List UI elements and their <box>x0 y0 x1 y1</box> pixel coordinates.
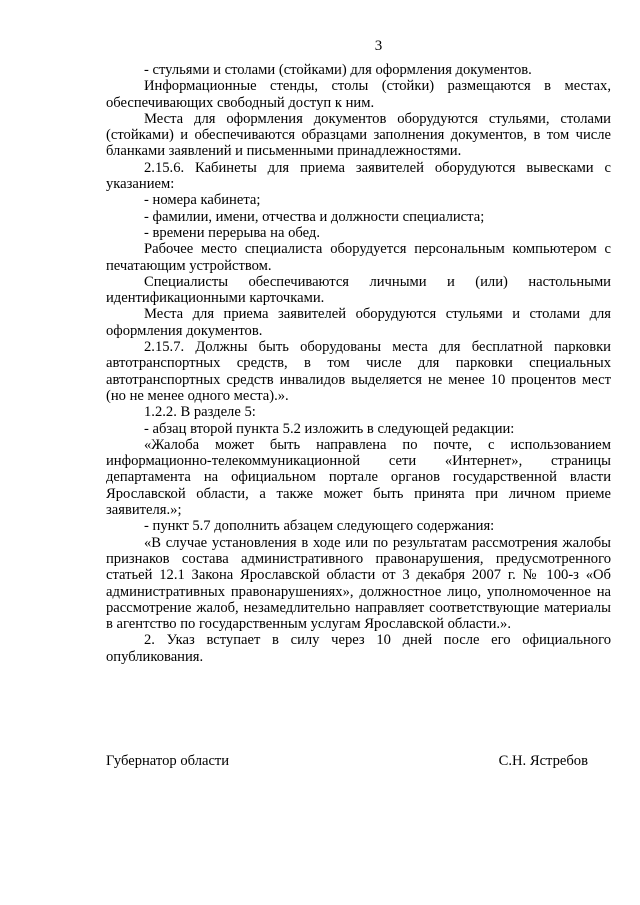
list-item-lunch-break: - времени перерыва на обед. <box>144 224 320 241</box>
signatory-position: Губернатор области <box>106 753 230 769</box>
paragraph-reception-places: Места для приема заявителей оборудуются стульями и столами для оформления документов. <box>106 306 611 339</box>
paragraph-5-7-intro: - пункт 5.7 дополнить абзацем следующего содержания: <box>144 518 495 535</box>
page-number: 3 <box>374 38 383 54</box>
paragraph-effective-date: 2. Указ вступает в силу через 10 дней после его официального опубликования. <box>106 632 611 665</box>
paragraph-info-stands: Информационные стенды, столы (стойки) размещаются в местах, обеспечивающих свободный доступ к ним. <box>106 78 611 111</box>
paragraph-complaint-quote: «Жалоба может быть направлена по почте, с использованием информационно-телекоммуникационной сети «Интернет», страницы департамента на официальном портале органов государственной власти Ярославской области, а также может быть принята при личном приеме заявителя.»; <box>106 436 611 519</box>
paragraph-1-2-2: 1.2.2. В разделе 5: <box>144 404 256 421</box>
paragraph-2-15-7: 2.15.7. Должны быть оборудованы места для бесплатной парковки автотранспортных средств, в том числе для парковки специальных автотранспортных средств инвалидов выделяется не менее 10 процентов мест (но не менее одного места).». <box>106 339 611 404</box>
paragraph-violation-quote: «В случае установления в ходе или по результатам рассмотрения жалобы признаков состава административного правонарушения, предусмотренного статьей 12.1 Закона Ярославской области от 3 декабря 2007 г. № 100-з «Об административных правонарушениях», должностное лицо, уполномоченное на рассмотрение жалоб, незамедлительно направляет соответствующие материалы в агентство по государственным услугам Ярославской области.». <box>106 534 611 633</box>
paragraph-2-15-6: 2.15.6. Кабинеты для приема заявителей оборудуются вывесками с указанием: <box>106 159 611 193</box>
list-item-specialist-name: - фамилии, имени, отчества и должности специалиста; <box>144 208 485 225</box>
paragraph-workplace: Рабочее место специалиста оборудуется персональным компьютером с печатающим устройством. <box>106 241 611 274</box>
paragraph-document-places: Места для оформления документов оборудуются стульями, столами (стойками) и обеспечиваются образцами заполнения документов, в том числе бланками заявлений и письменными принадлежностями. <box>106 110 611 160</box>
signatory-name: С.Н. Ястребов <box>498 753 588 769</box>
signature-block <box>106 753 588 770</box>
list-item-room-number: - номера кабинета; <box>144 192 261 209</box>
document-body <box>106 62 611 665</box>
paragraph-id-cards: Специалисты обеспечиваются личными и (или) настольными идентификационными карточками. <box>106 273 611 307</box>
paragraph-chairs-tables: - стульями и столами (стойками) для оформления документов. <box>144 62 532 78</box>
paragraph-5-2-intro: - абзац второй пункта 5.2 изложить в следующей редакции: <box>144 420 515 437</box>
